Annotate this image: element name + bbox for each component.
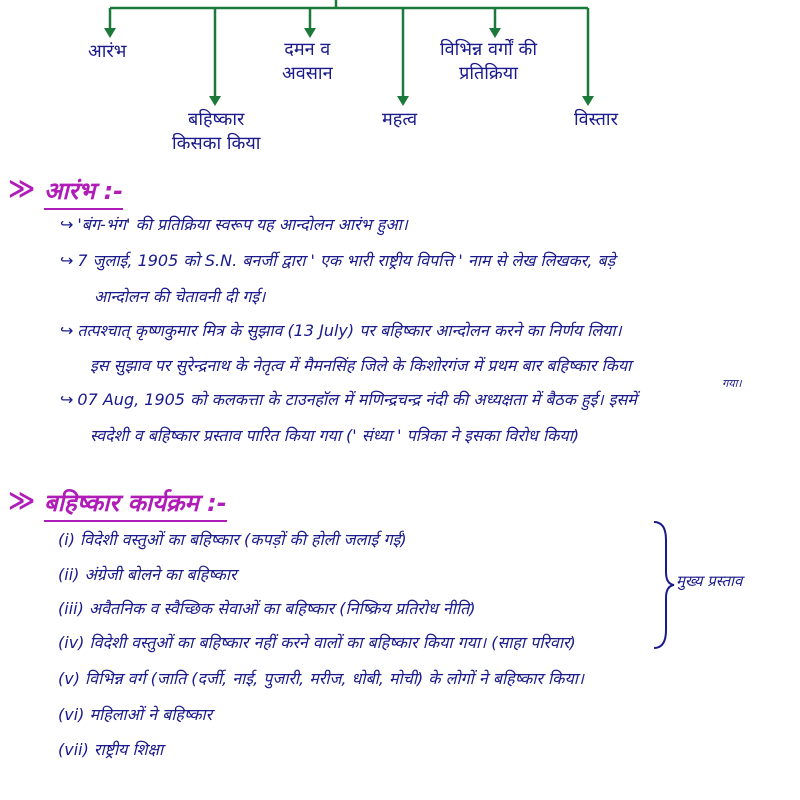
section2-heading: बहिष्कार कार्यक्रम :- bbox=[44, 486, 227, 522]
section2-item: (v) विभिन्न वर्ग (जाति (दर्जी, नाई, पुजारी, मरीज, धोबी, मोची) के लोगों ने बहिष्कार किया। bbox=[58, 669, 584, 688]
section1-point-cont: इस सुझाव पर सुरेन्द्रनाथ के नेतृत्व में मैमनसिंह जिले के किशोरगंज में प्रथम बार बहिष्कार किया bbox=[90, 356, 632, 375]
arrowhead bbox=[489, 28, 501, 38]
node-pratikriya: विभिन्न वर्गों की प्रतिक्रिया bbox=[440, 39, 537, 84]
arrow-bullet-icon: ↪ bbox=[60, 215, 74, 234]
section1-point-cont: स्वदेशी व बहिष्कार प्रस्ताव पारित किया गया (' संध्या ' पत्रिका ने इसका विरोध किया) bbox=[90, 426, 580, 445]
section1-heading: आरंभ :- bbox=[44, 174, 123, 210]
node-bahishkar-kiska: बहिष्कार किसका किया bbox=[172, 109, 261, 154]
section2-item: (i) विदेशी वस्तुओं का बहिष्कार (कपड़ों की होली जलाई गई) bbox=[58, 530, 407, 549]
arrow-bullet-icon: ↪ bbox=[60, 321, 74, 340]
section2-item: (vi) महिलाओं ने बहिष्कार bbox=[58, 705, 213, 724]
section1-point: ↪ 7 जुलाई, 1905 को S.N. बनर्जी द्वारा ' एक भारी राष्ट्रीय विपत्ति ' नाम से लेख लिखकर, बड़े bbox=[60, 251, 616, 270]
section2-item: (iv) विदेशी वस्तुओं का बहिष्कार नहीं करने वालों का बहिष्कार किया गया। (साहा परिवार) bbox=[58, 633, 576, 652]
section1-point: ↪ तत्पश्चात् कृष्णकुमार मित्र के सुझाव (13 July) पर बहिष्कार आन्दोलन करने का निर्णय लिया। bbox=[60, 321, 622, 340]
section1-point: ↪ 'बंग-भंग' की प्रतिक्रिया स्वरूप यह आन्दोलन आरंभ हुआ। bbox=[60, 215, 408, 234]
arrowhead bbox=[209, 96, 221, 106]
arrowhead bbox=[582, 96, 594, 106]
node-vistar: विस्तार bbox=[574, 109, 618, 130]
node-daman: दमन व अवसान bbox=[282, 39, 333, 84]
heading-marker-icon: ≫ bbox=[8, 486, 36, 516]
section2-item: (iii) अवैतनिक व स्वैच्छिक सेवाओं का बहिष्कार (निष्क्रिय प्रतिरोध नीति) bbox=[58, 599, 476, 618]
arrowhead bbox=[104, 28, 116, 38]
arrowhead bbox=[397, 96, 409, 106]
node-mahatva: महत्व bbox=[382, 109, 418, 130]
arrowhead bbox=[304, 28, 316, 38]
section2-item: (ii) अंग्रेजी बोलने का बहिष्कार bbox=[58, 565, 237, 584]
section2-item: (vii) राष्ट्रीय शिक्षा bbox=[58, 740, 164, 759]
heading-marker-icon: ≫ bbox=[8, 174, 36, 204]
section1-point: ↪ 07 Aug, 1905 को कलकत्ता के टाउनहॉल में मणिन्द्रचन्द्र नंदी की अध्यक्षता में बैठक हुई। इसमें bbox=[60, 390, 637, 409]
node-arambh: आरंभ bbox=[88, 41, 127, 62]
curly-brace-icon bbox=[652, 520, 676, 650]
section1-point-wrap: गया। bbox=[722, 377, 742, 390]
brace-note: मुख्य प्रस्ताव bbox=[676, 572, 743, 590]
arrow-bullet-icon: ↪ bbox=[60, 390, 74, 409]
arrow-bullet-icon: ↪ bbox=[60, 251, 74, 270]
section1-point-cont: आन्दोलन की चेतावनी दी गई। bbox=[94, 287, 266, 306]
